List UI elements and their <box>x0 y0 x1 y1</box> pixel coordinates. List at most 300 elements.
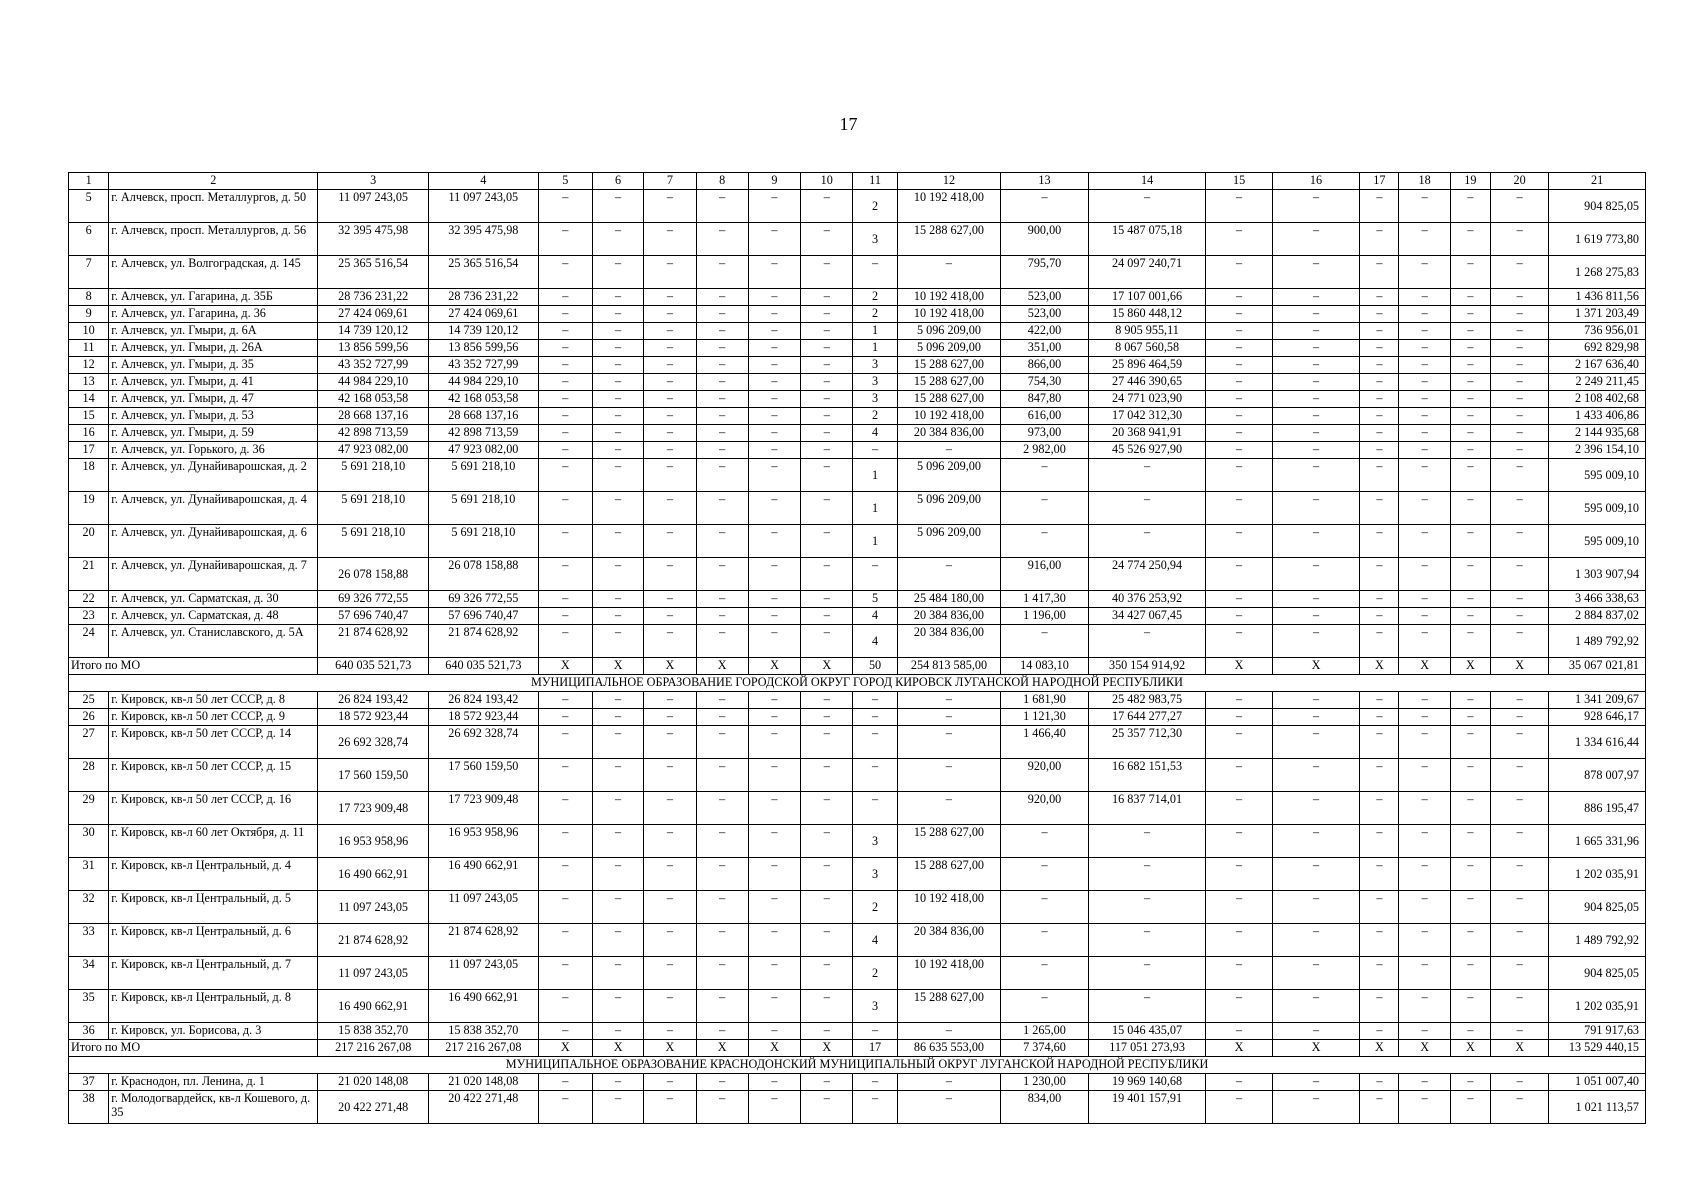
lifts-count-cell: 1 <box>853 323 897 340</box>
lifts-count-cell: – <box>853 709 897 726</box>
row-number: 19 <box>69 492 109 525</box>
address-cell: г. Краснодон, пл. Ленина, д. 1 <box>109 1074 318 1091</box>
cost-cell: 18 572 923,44 <box>318 709 429 726</box>
lifts-count-cell: 3 <box>853 391 897 408</box>
empty-cell: – <box>1399 891 1450 924</box>
empty-cell: – <box>644 323 696 340</box>
empty-cell: – <box>1490 990 1548 1023</box>
section-row <box>69 1057 1646 1074</box>
lifts-count-cell: – <box>853 692 897 709</box>
empty-cell: – <box>592 591 643 608</box>
empty-cell: – <box>1450 391 1490 408</box>
empty-cell: – <box>1399 1023 1450 1040</box>
empty-cell: – <box>538 792 592 825</box>
empty-cell: – <box>1450 957 1490 990</box>
funds-cell: 25 365 516,54 <box>429 256 539 289</box>
empty-cell: – <box>644 492 696 525</box>
address-cell: г. Алчевск, ул. Сарматская, д. 48 <box>109 608 318 625</box>
empty-cell: – <box>801 391 853 408</box>
table-row <box>69 223 1646 256</box>
roof-area-cell: 920,00 <box>1001 759 1088 792</box>
address-cell: г. Алчевск, ул. Дунайиварошская, д. 4 <box>109 492 318 525</box>
empty-cell: – <box>801 924 853 957</box>
roof-area-cell: 523,00 <box>1001 289 1088 306</box>
row-number: 10 <box>69 323 109 340</box>
lifts-cost-cell: 15 288 627,00 <box>897 357 1001 374</box>
empty-cell: – <box>1399 558 1450 591</box>
empty-cell: – <box>1450 858 1490 891</box>
row-number: 20 <box>69 525 109 558</box>
lifts-cost-cell: 15 288 627,00 <box>897 990 1001 1023</box>
row-number: 8 <box>69 289 109 306</box>
empty-cell: – <box>1399 425 1450 442</box>
header-cell: 7 <box>644 173 696 190</box>
table-row <box>69 558 1646 591</box>
empty-cell: – <box>1360 759 1399 792</box>
empty-cell: – <box>1490 692 1548 709</box>
empty-cell: – <box>644 825 696 858</box>
row-number: 11 <box>69 340 109 357</box>
header-cell: 4 <box>429 173 539 190</box>
empty-cell: – <box>1272 190 1359 223</box>
lifts-cost-cell: – <box>897 558 1001 591</box>
empty-cell: – <box>1399 709 1450 726</box>
funds-cell: 11 097 243,05 <box>429 190 539 223</box>
table-row <box>69 726 1646 759</box>
empty-cell: – <box>1206 692 1272 709</box>
empty-cell: – <box>592 558 643 591</box>
lifts-count-cell: 1 <box>853 459 897 492</box>
address-cell: г. Алчевск, ул. Дунайиварошская, д. 6 <box>109 525 318 558</box>
empty-cell: – <box>696 357 748 374</box>
funds-cell: 15 838 352,70 <box>429 1023 539 1040</box>
empty-cell: – <box>1490 459 1548 492</box>
empty-cell: – <box>1490 957 1548 990</box>
lifts-count-cell: 4 <box>853 625 897 658</box>
lifts-cost-cell: – <box>897 1023 1001 1040</box>
empty-cell: – <box>1206 858 1272 891</box>
empty-cell: – <box>1206 391 1272 408</box>
empty-cell: – <box>1360 825 1399 858</box>
empty-cell: – <box>1450 558 1490 591</box>
empty-cell: – <box>696 190 748 223</box>
empty-cell: – <box>1399 924 1450 957</box>
x-cell: X <box>644 1040 696 1057</box>
empty-cell: – <box>1272 374 1359 391</box>
lifts-cost-cell: – <box>897 726 1001 759</box>
lifts-count-cell: 2 <box>853 957 897 990</box>
empty-cell: – <box>1272 306 1359 323</box>
empty-cell: – <box>801 190 853 223</box>
lifts-count-cell: 1 <box>853 340 897 357</box>
empty-cell: – <box>592 223 643 256</box>
cost-cell: 16 953 958,96 <box>318 825 429 858</box>
funds-cell: 17 560 159,50 <box>429 759 539 792</box>
address-cell: г. Алчевск, ул. Станиславского, д. 5А <box>109 625 318 658</box>
empty-cell: – <box>644 990 696 1023</box>
header-cell: 5 <box>538 173 592 190</box>
empty-cell: – <box>1399 759 1450 792</box>
empty-cell: – <box>1360 891 1399 924</box>
lifts-cost-cell: – <box>897 1074 1001 1091</box>
total-row <box>69 1040 1646 1057</box>
empty-cell: – <box>1450 190 1490 223</box>
roof-area-cell: – <box>1001 924 1088 957</box>
empty-cell: – <box>1490 223 1548 256</box>
cost-cell: 27 424 069,61 <box>318 306 429 323</box>
roof-area-cell: – <box>1001 858 1088 891</box>
empty-cell: – <box>1399 306 1450 323</box>
empty-cell: – <box>1206 306 1272 323</box>
empty-cell: – <box>1490 289 1548 306</box>
empty-cell: – <box>1450 726 1490 759</box>
lifts-cost-cell: 15 288 627,00 <box>897 391 1001 408</box>
empty-cell: – <box>592 726 643 759</box>
empty-cell: – <box>592 792 643 825</box>
empty-cell: – <box>644 924 696 957</box>
empty-cell: – <box>592 1091 643 1124</box>
empty-cell: – <box>696 1091 748 1124</box>
empty-cell: – <box>801 891 853 924</box>
x-cell: X <box>1272 1040 1359 1057</box>
empty-cell: – <box>801 1074 853 1091</box>
roof-area-cell: – <box>1001 492 1088 525</box>
funds-cell: 27 424 069,61 <box>429 306 539 323</box>
total-cell: 692 829,98 <box>1549 340 1646 357</box>
empty-cell: – <box>1272 759 1359 792</box>
header-cell: 15 <box>1206 173 1272 190</box>
lifts-cost-cell: – <box>897 709 1001 726</box>
roof-area-cell: 973,00 <box>1001 425 1088 442</box>
x-cell: X <box>696 1040 748 1057</box>
empty-cell: – <box>592 391 643 408</box>
header-cell: 14 <box>1088 173 1206 190</box>
table-row <box>69 1023 1646 1040</box>
roof-area-cell: 1 121,30 <box>1001 709 1088 726</box>
empty-cell: – <box>1206 608 1272 625</box>
empty-cell: – <box>644 1074 696 1091</box>
empty-cell: – <box>1360 425 1399 442</box>
empty-cell: – <box>1360 357 1399 374</box>
address-cell: г. Алчевск, ул. Дунайиварошская, д. 7 <box>109 558 318 591</box>
empty-cell: – <box>592 408 643 425</box>
empty-cell: – <box>801 825 853 858</box>
empty-cell: – <box>1490 492 1548 525</box>
lifts-count-cell: 1 <box>853 492 897 525</box>
funds-cell: 28 668 137,16 <box>429 408 539 425</box>
cost-cell: 26 692 328,74 <box>318 726 429 759</box>
lifts-count-cell: 4 <box>853 608 897 625</box>
empty-cell: – <box>801 608 853 625</box>
lifts-count-cell: 3 <box>853 374 897 391</box>
lifts-count-cell: 2 <box>853 408 897 425</box>
empty-cell: – <box>801 1091 853 1124</box>
empty-cell: – <box>1450 408 1490 425</box>
roof-cost-cell: – <box>1088 492 1206 525</box>
empty-cell: – <box>1272 357 1359 374</box>
empty-cell: – <box>1272 223 1359 256</box>
empty-cell: – <box>644 391 696 408</box>
lifts-count-cell: – <box>853 1023 897 1040</box>
empty-cell: – <box>592 692 643 709</box>
empty-cell: – <box>696 323 748 340</box>
empty-cell: – <box>592 323 643 340</box>
lifts-cost-cell: 5 096 209,00 <box>897 323 1001 340</box>
total-cell: 904 825,05 <box>1549 957 1646 990</box>
empty-cell: – <box>644 525 696 558</box>
empty-cell: – <box>1450 357 1490 374</box>
table-row <box>69 759 1646 792</box>
empty-cell: – <box>1399 1074 1450 1091</box>
empty-cell: – <box>801 990 853 1023</box>
lifts-cost-cell: 10 192 418,00 <box>897 306 1001 323</box>
cost-cell: 28 668 137,16 <box>318 408 429 425</box>
empty-cell: – <box>538 891 592 924</box>
header-cell: 8 <box>696 173 748 190</box>
empty-cell: – <box>1360 340 1399 357</box>
empty-cell: – <box>696 957 748 990</box>
empty-cell: – <box>1450 256 1490 289</box>
empty-cell: – <box>1206 591 1272 608</box>
x-cell: X <box>801 1040 853 1057</box>
roof-area-cell: 920,00 <box>1001 792 1088 825</box>
empty-cell: – <box>1399 792 1450 825</box>
empty-cell: – <box>592 891 643 924</box>
lifts-count-cell: 3 <box>853 825 897 858</box>
empty-cell: – <box>1206 1023 1272 1040</box>
total-cell: 1 436 811,56 <box>1549 289 1646 306</box>
empty-cell: – <box>644 608 696 625</box>
total-cell: 1 619 773,80 <box>1549 223 1646 256</box>
empty-cell: – <box>696 825 748 858</box>
empty-cell: – <box>1450 792 1490 825</box>
x-cell: X <box>1206 658 1272 675</box>
empty-cell: – <box>748 408 800 425</box>
total-cell: 1 051 007,40 <box>1549 1074 1646 1091</box>
empty-cell: – <box>1272 1091 1359 1124</box>
lifts-count-cell: 1 <box>853 525 897 558</box>
x-cell: X <box>1490 1040 1548 1057</box>
lifts-cost-cell: – <box>897 792 1001 825</box>
empty-cell: – <box>1450 591 1490 608</box>
x-cell: X <box>748 1040 800 1057</box>
empty-cell: – <box>1360 957 1399 990</box>
lifts-cost-cell: 5 096 209,00 <box>897 525 1001 558</box>
empty-cell: – <box>748 391 800 408</box>
empty-cell: – <box>1450 425 1490 442</box>
empty-cell: – <box>1450 492 1490 525</box>
empty-cell: – <box>1360 625 1399 658</box>
empty-cell: – <box>644 289 696 306</box>
empty-cell: – <box>1206 825 1272 858</box>
total-cell: 1 489 792,92 <box>1549 924 1646 957</box>
empty-cell: – <box>1450 825 1490 858</box>
empty-cell: – <box>592 442 643 459</box>
section-row <box>69 675 1646 692</box>
empty-cell: – <box>1399 256 1450 289</box>
lifts-count-cell: 2 <box>853 289 897 306</box>
empty-cell: – <box>1272 608 1359 625</box>
empty-cell: – <box>696 726 748 759</box>
header-cell: 9 <box>748 173 800 190</box>
empty-cell: – <box>1490 340 1548 357</box>
lifts-cost-cell: 10 192 418,00 <box>897 408 1001 425</box>
empty-cell: – <box>1490 1091 1548 1124</box>
total-cell: 1 371 203,49 <box>1549 306 1646 323</box>
empty-cell: – <box>1272 391 1359 408</box>
row-number: 37 <box>69 1074 109 1091</box>
empty-cell: – <box>1450 223 1490 256</box>
empty-cell: – <box>1272 425 1359 442</box>
empty-cell: – <box>1360 190 1399 223</box>
empty-cell: – <box>748 825 800 858</box>
total-sum-cell: 13 529 440,15 <box>1549 1040 1646 1057</box>
total-cell: 2 884 837,02 <box>1549 608 1646 625</box>
empty-cell: – <box>696 924 748 957</box>
cost-cell: 28 736 231,22 <box>318 289 429 306</box>
table-row <box>69 374 1646 391</box>
lifts-cost-cell: 5 096 209,00 <box>897 492 1001 525</box>
cost-cell: 32 395 475,98 <box>318 223 429 256</box>
empty-cell: – <box>801 289 853 306</box>
empty-cell: – <box>592 957 643 990</box>
empty-cell: – <box>1206 525 1272 558</box>
cost-cell: 15 838 352,70 <box>318 1023 429 1040</box>
row-number: 17 <box>69 442 109 459</box>
empty-cell: – <box>801 792 853 825</box>
empty-cell: – <box>1360 726 1399 759</box>
empty-cell: – <box>592 759 643 792</box>
roof-cost-cell: – <box>1088 990 1206 1023</box>
empty-cell: – <box>748 306 800 323</box>
row-number: 31 <box>69 858 109 891</box>
empty-cell: – <box>1490 357 1548 374</box>
total-cell: 2 249 211,45 <box>1549 374 1646 391</box>
empty-cell: – <box>1206 1074 1272 1091</box>
roof-area-cell: – <box>1001 957 1088 990</box>
empty-cell: – <box>1360 408 1399 425</box>
funds-cell: 11 097 243,05 <box>429 957 539 990</box>
empty-cell: – <box>1490 608 1548 625</box>
empty-cell: – <box>748 459 800 492</box>
lifts-cost-cell: 15 288 627,00 <box>897 223 1001 256</box>
empty-cell: – <box>1490 323 1548 340</box>
roof-cost-cell: 45 526 927,90 <box>1088 442 1206 459</box>
funds-cell: 17 723 909,48 <box>429 792 539 825</box>
empty-cell: – <box>1206 625 1272 658</box>
row-number: 30 <box>69 825 109 858</box>
x-cell: X <box>592 1040 643 1057</box>
roof-cost-cell: – <box>1088 525 1206 558</box>
roof-area-cell: 834,00 <box>1001 1091 1088 1124</box>
empty-cell: – <box>1272 408 1359 425</box>
empty-cell: – <box>1399 591 1450 608</box>
table-row <box>69 256 1646 289</box>
empty-cell: – <box>801 340 853 357</box>
empty-cell: – <box>538 323 592 340</box>
empty-cell: – <box>1206 442 1272 459</box>
roof-area-cell: 523,00 <box>1001 306 1088 323</box>
empty-cell: – <box>592 709 643 726</box>
lifts-cost-cell: 10 192 418,00 <box>897 289 1001 306</box>
empty-cell: – <box>1206 924 1272 957</box>
roof-cost-cell: 19 401 157,91 <box>1088 1091 1206 1124</box>
empty-cell: – <box>1272 625 1359 658</box>
roof-area-cell: 1 466,40 <box>1001 726 1088 759</box>
empty-cell: – <box>1206 425 1272 442</box>
empty-cell: – <box>696 525 748 558</box>
empty-cell: – <box>748 558 800 591</box>
empty-cell: – <box>696 306 748 323</box>
empty-cell: – <box>1450 692 1490 709</box>
empty-cell: – <box>1272 591 1359 608</box>
funds-cell: 28 736 231,22 <box>429 289 539 306</box>
empty-cell: – <box>748 323 800 340</box>
roof-area-cell: – <box>1001 990 1088 1023</box>
lifts-cost-cell: 15 288 627,00 <box>897 825 1001 858</box>
table-row <box>69 792 1646 825</box>
lifts-cost-cell: 10 192 418,00 <box>897 891 1001 924</box>
header-cell: 12 <box>897 173 1001 190</box>
x-cell: X <box>1490 658 1548 675</box>
empty-cell: – <box>748 190 800 223</box>
lifts-count-cell: 3 <box>853 858 897 891</box>
empty-cell: – <box>644 459 696 492</box>
empty-cell: – <box>1206 726 1272 759</box>
empty-cell: – <box>1206 792 1272 825</box>
table-row <box>69 289 1646 306</box>
roof-cost-cell: – <box>1088 459 1206 492</box>
empty-cell: – <box>592 256 643 289</box>
empty-cell: – <box>748 289 800 306</box>
address-cell: г. Кировск, кв-л 50 лет СССР, д. 14 <box>109 726 318 759</box>
empty-cell: – <box>1399 374 1450 391</box>
lifts-cost-cell: 5 096 209,00 <box>897 459 1001 492</box>
empty-cell: – <box>801 625 853 658</box>
x-cell: X <box>1360 658 1399 675</box>
empty-cell: – <box>592 625 643 658</box>
page-number: 17 <box>839 114 858 134</box>
empty-cell: – <box>1450 459 1490 492</box>
roof-cost-cell: – <box>1088 924 1206 957</box>
empty-cell: – <box>696 990 748 1023</box>
total-cell: 2 108 402,68 <box>1549 391 1646 408</box>
empty-cell: – <box>1399 825 1450 858</box>
total-cell: 1 334 616,44 <box>1549 726 1646 759</box>
total-cell: 736 956,01 <box>1549 323 1646 340</box>
empty-cell: – <box>538 825 592 858</box>
lifts-count-cell: 4 <box>853 425 897 442</box>
empty-cell: – <box>538 1023 592 1040</box>
funds-cell: 14 739 120,12 <box>429 323 539 340</box>
address-cell: г. Кировск, кв-л Центральный, д. 5 <box>109 891 318 924</box>
empty-cell: – <box>644 190 696 223</box>
lifts-cost-cell: 10 192 418,00 <box>897 957 1001 990</box>
empty-cell: – <box>748 726 800 759</box>
empty-cell: – <box>801 459 853 492</box>
empty-cell: – <box>1360 858 1399 891</box>
row-number: 35 <box>69 990 109 1023</box>
empty-cell: – <box>801 692 853 709</box>
empty-cell: – <box>1490 256 1548 289</box>
lifts-count-cell: – <box>853 792 897 825</box>
funds-cell: 43 352 727,99 <box>429 357 539 374</box>
table-row <box>69 357 1646 374</box>
row-number: 22 <box>69 591 109 608</box>
total-cell: 1 433 406,86 <box>1549 408 1646 425</box>
empty-cell: – <box>1399 442 1450 459</box>
empty-cell: – <box>1399 525 1450 558</box>
